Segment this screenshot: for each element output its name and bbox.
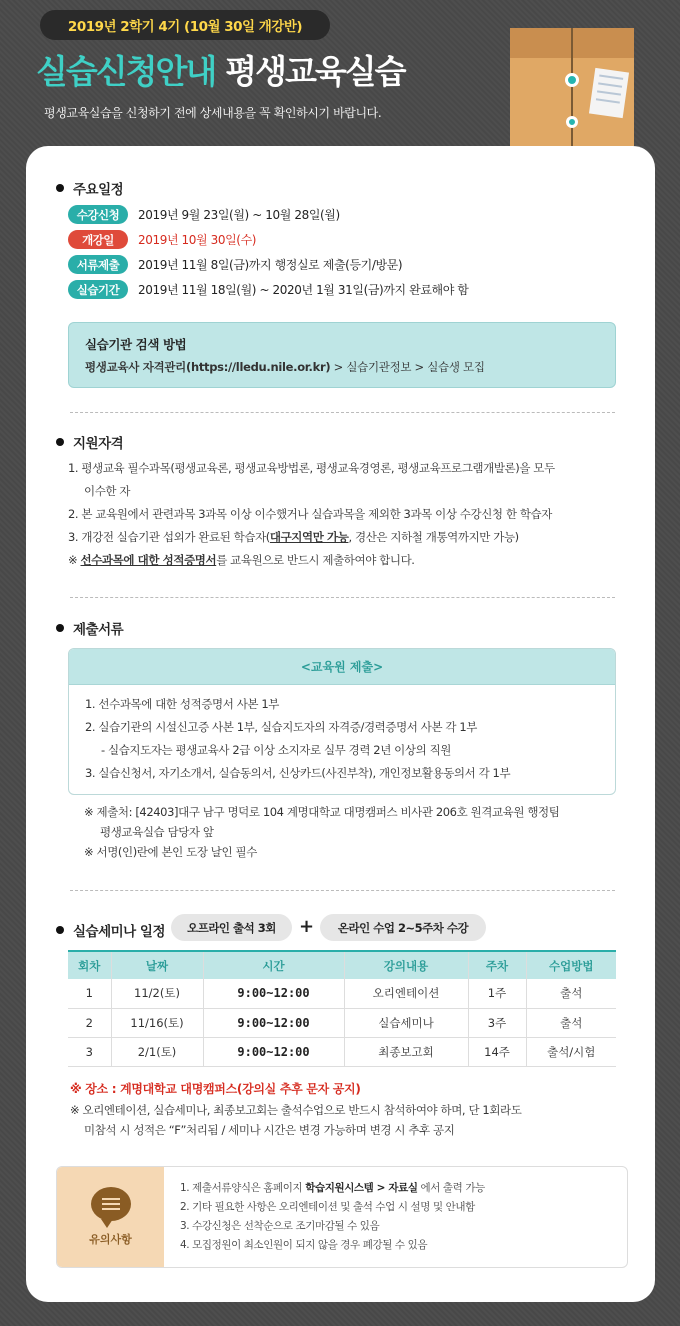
list-item: 2. 실습기관의 시설신고증 사본 1부, 실습지도자의 자격증/경력증명서 사본 각 1부: [85, 720, 478, 734]
table-header-row: [68, 951, 616, 979]
list-item: 3. 개강전 실습기관 섭외가 완료된 학습자(대구지역만 가능, 경산은 지하철 개통역까지만 가능): [68, 530, 519, 544]
nile-site-link[interactable]: 평생교육사 자격관리(https://lledu.nile.or.kr): [85, 360, 331, 374]
content-card: [26, 146, 655, 1302]
list-item: 이수한 자: [84, 484, 131, 498]
submission-notes: [84, 802, 559, 862]
table-cell: 9:00~12:00: [203, 979, 344, 1008]
section-title-documents: 제출서류: [56, 618, 123, 638]
documents-list: [69, 685, 615, 785]
section-title-seminar: 실습세미나 일정: [56, 920, 165, 940]
divider: [70, 412, 615, 413]
envelope-icon: [510, 28, 634, 146]
column-header: 주차: [468, 951, 526, 979]
online-pill: 온라인 수업 2~5주차 수강: [320, 914, 486, 941]
section-title-schedule: 주요일정: [56, 178, 123, 198]
schedule-row: [68, 227, 469, 252]
bullet-icon: [56, 184, 64, 192]
table-cell: 출석: [526, 979, 616, 1008]
caution-label-panel: [57, 1167, 164, 1267]
schedule-text: 2019년 9월 23일(월) ~ 10월 28일(월): [138, 208, 340, 222]
schedule-row: [68, 277, 469, 302]
institution-search-box: [68, 322, 616, 388]
plus-icon: +: [299, 916, 315, 937]
table-cell: 1: [68, 979, 111, 1008]
submission-address-cont: 평생교육실습 담당자 앞: [100, 825, 214, 839]
table-cell: 3주: [468, 1008, 526, 1037]
schedule-tag: 개강일: [68, 230, 128, 249]
schedule-text: 2019년 10월 30일(수): [138, 233, 257, 247]
caution-list: [180, 1179, 485, 1255]
table-cell: 11/2(토): [111, 979, 203, 1008]
divider: [70, 890, 615, 891]
table-row: [68, 979, 616, 1008]
schedule-row: [68, 202, 469, 227]
column-header: 날짜: [111, 951, 203, 979]
column-header: 수업방법: [526, 951, 616, 979]
table-cell: 2: [68, 1008, 111, 1037]
seminar-note: 미참석 시 성적은 “F”처리됨 / 세미나 시간은 변경 가능하며 변경 시 추후 공지: [84, 1123, 455, 1137]
eligibility-list: [68, 457, 555, 572]
schedule-text: 2019년 11월 8일(금)까지 행정실로 제출(등기/방문): [138, 258, 403, 272]
bullet-icon: [56, 926, 64, 934]
documents-box-heading: <교육원 제출>: [69, 649, 615, 685]
table-cell: 2/1(토): [111, 1037, 203, 1066]
table-row: [68, 1037, 616, 1066]
list-item: 2. 기타 필요한 사항은 오리엔테이션 및 출석 수업 시 설명 및 안내함: [180, 1201, 475, 1213]
list-item: 3. 실습신청서, 자기소개서, 실습동의서, 신상카드(사진부착), 개인정보활용동의서 각 1부: [85, 766, 511, 780]
search-path: 평생교육사 자격관리(https://lledu.nile.or.kr) > 실습기관정보 > 실습생 모집: [85, 360, 485, 374]
table-cell: 실습세미나: [344, 1008, 468, 1037]
table-cell: 11/16(토): [111, 1008, 203, 1037]
seminar-place: ※ 장소 : 계명대학교 대명캠퍼스(강의실 추후 문자 공지): [70, 1082, 361, 1096]
list-item: 4. 모집정원이 최소인원이 되지 않을 경우 폐강될 수 있음: [180, 1239, 428, 1251]
column-header: 시간: [203, 951, 344, 979]
seminar-note: ※ 오리엔테이션, 실습세미나, 최종보고회는 출석수업으로 반드시 참석하여야 하며, 단 1회라도: [70, 1103, 522, 1117]
table-cell: 오리엔테이션: [344, 979, 468, 1008]
search-heading: 실습기관 검색 방법: [85, 337, 187, 352]
list-item: - 실습지도자는 평생교육사 2급 이상 소지자로 실무 경력 2년 이상의 직원: [101, 743, 451, 757]
page-title: [36, 46, 405, 93]
documents-box: [68, 648, 616, 795]
schedule-tag: 실습기간: [68, 280, 128, 299]
list-item: 2. 본 교육원에서 관련과목 3과목 이상 이수했거나 실습과목을 제외한 3과목 이상 수강신청 한 학습자: [68, 507, 552, 521]
page-subtitle: 평생교육실습을 신청하기 전에 상세내용을 꼭 확인하시기 바랍니다.: [44, 106, 382, 120]
schedule-tag: 수강신청: [68, 205, 128, 224]
table-cell: 14주: [468, 1037, 526, 1066]
seminar-table: [68, 950, 616, 1067]
table-cell: 출석: [526, 1008, 616, 1037]
seminar-notes: [70, 1100, 521, 1140]
bullet-icon: [56, 438, 64, 446]
schedule-row: [68, 252, 469, 277]
column-header: 회차: [68, 951, 111, 979]
schedule-list: [68, 202, 469, 302]
offline-pill: 오프라인 출석 3회: [171, 914, 292, 941]
list-item: 3. 수강신청은 선착순으로 조기마감될 수 있음: [180, 1220, 380, 1232]
column-header: 강의내용: [344, 951, 468, 979]
schedule-tag: 서류제출: [68, 255, 128, 274]
signature-note: ※ 서명(인)란에 본인 도장 날인 필수: [84, 845, 257, 859]
table-cell: 9:00~12:00: [203, 1037, 344, 1066]
list-item: 1. 제출서류양식은 홈페이지 학습지원시스템 > 자료실 에서 출력 가능: [180, 1182, 485, 1194]
table-cell: 3: [68, 1037, 111, 1066]
caution-box: [56, 1166, 628, 1268]
list-item: 1. 선수과목에 대한 성적증명서 사본 1부: [85, 697, 279, 711]
table-row: [68, 1008, 616, 1037]
title-main: 평생교육실습: [225, 52, 405, 91]
semester-badge: 2019년 2학기 4기 (10월 30일 개강반): [40, 10, 330, 40]
speech-bubble-icon: [91, 1187, 131, 1221]
table-cell: 최종보고회: [344, 1037, 468, 1066]
table-cell: 출석/시험: [526, 1037, 616, 1066]
submission-address: ※ 제출처: [42403]대구 남구 명덕로 104 계명대학교 대명캠퍼스 비사관 206호 원격교육원 행정팀: [84, 805, 560, 819]
eligibility-note: ※ 선수과목에 대한 성적증명서를 교육원으로 반드시 제출하여야 합니다.: [68, 553, 415, 567]
divider: [70, 597, 615, 598]
title-highlight: 실습신청안내: [36, 52, 216, 91]
table-cell: 9:00~12:00: [203, 1008, 344, 1037]
schedule-text: 2019년 11월 18일(월) ~ 2020년 1월 31일(금)까지 완료해야 함: [138, 283, 469, 297]
list-item: 1. 평생교육 필수과목(평생교육론, 평생교육방법론, 평생교육경영론, 평생교육프로그램개발론)을 모두: [68, 461, 555, 475]
bullet-icon: [56, 624, 64, 632]
section-title-eligibility: 지원자격: [56, 432, 123, 452]
caution-label: 유의사항: [89, 1233, 132, 1246]
table-cell: 1주: [468, 979, 526, 1008]
